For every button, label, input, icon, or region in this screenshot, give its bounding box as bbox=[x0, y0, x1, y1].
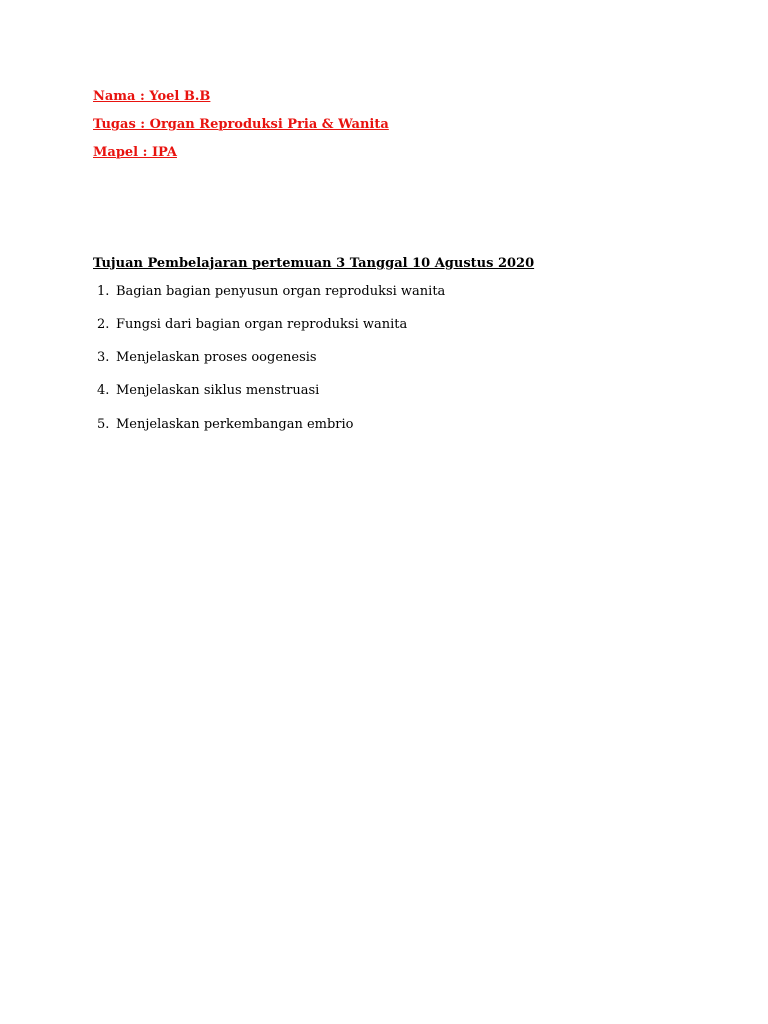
list-item-number: 3. bbox=[97, 350, 110, 365]
list-item bbox=[97, 349, 317, 367]
learning-objectives-title: Tujuan Pembelajaran pertemuan 3 Tanggal 10 Agustus 2020 bbox=[93, 256, 535, 271]
list-item-text: Menjelaskan siklus menstruasi bbox=[116, 383, 320, 398]
subject-label: Mapel : IPA bbox=[93, 145, 177, 160]
list-item bbox=[97, 382, 319, 400]
student-name: Nama : Yoel B.B bbox=[93, 89, 211, 104]
list-item bbox=[97, 283, 445, 301]
assignment-title: Tugas : Organ Reproduksi Pria & Wanita bbox=[93, 117, 389, 132]
list-item-text: Menjelaskan perkembangan embrio bbox=[116, 417, 354, 432]
list-item-text: Bagian bagian penyusun organ reproduksi wanita bbox=[116, 284, 446, 299]
list-item-text: Fungsi dari bagian organ reproduksi wanita bbox=[116, 317, 408, 332]
list-item bbox=[97, 416, 354, 434]
list-item-number: 1. bbox=[97, 284, 110, 299]
list-item-number: 4. bbox=[97, 383, 110, 398]
list-item-number: 5. bbox=[97, 417, 110, 432]
list-item-text: Menjelaskan proses oogenesis bbox=[116, 350, 317, 365]
list-item-number: 2. bbox=[97, 317, 110, 332]
list-item bbox=[97, 316, 407, 334]
